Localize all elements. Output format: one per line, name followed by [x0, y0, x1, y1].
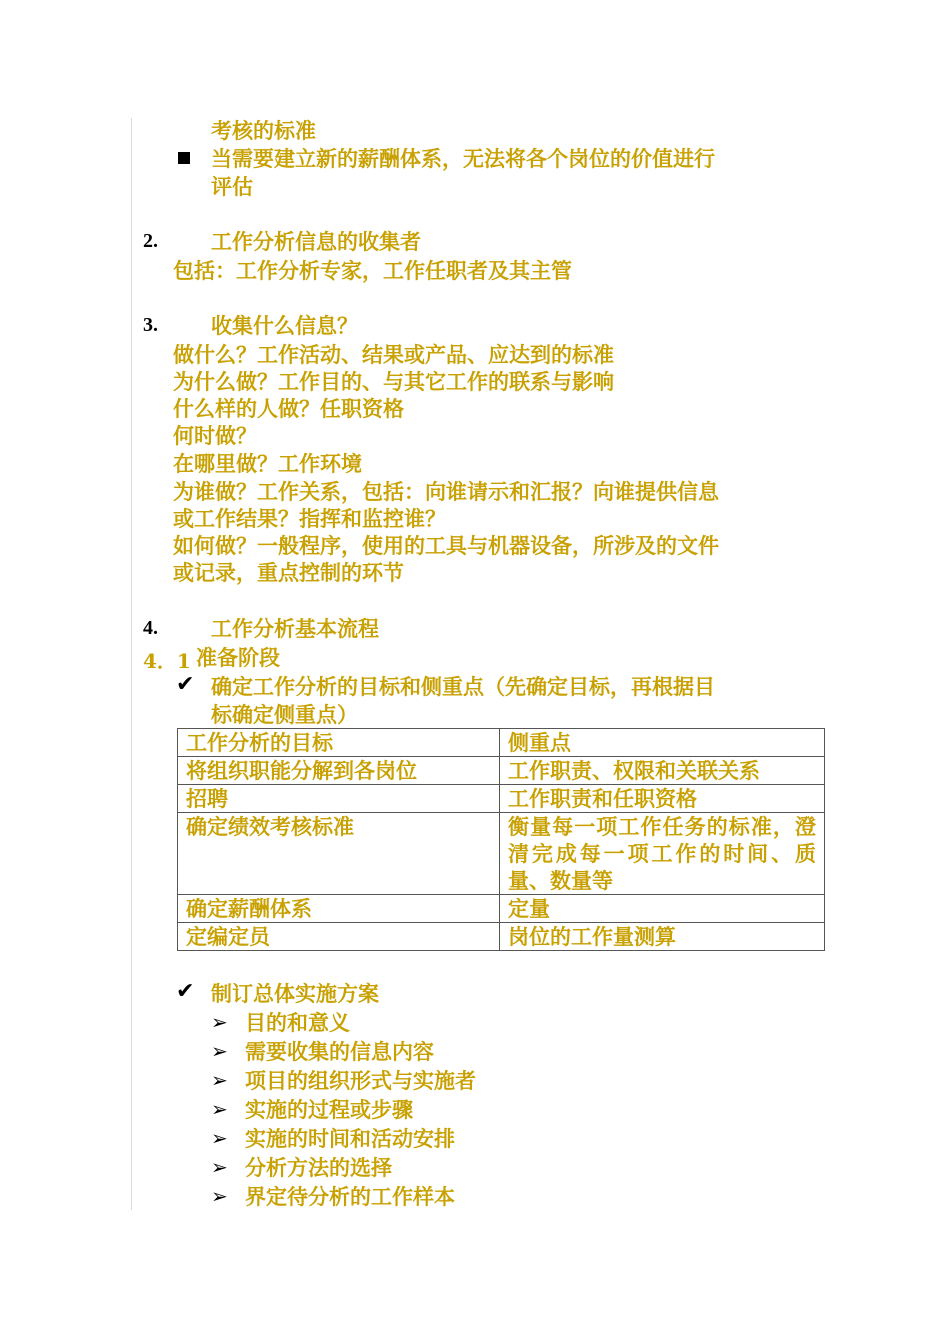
text-line: 为谁做？工作关系，包括：向谁请示和汇报？向谁提供信息 — [173, 479, 719, 504]
section-number: 3. — [143, 314, 158, 336]
arrow-bullet-icon: ➢ — [211, 1097, 228, 1121]
table-row — [178, 785, 825, 813]
arrow-bullet-icon: ➢ — [211, 1010, 228, 1034]
subsection-title: 准备阶段 — [196, 645, 280, 670]
text-line: 制订总体实施方案 — [211, 981, 379, 1006]
list-item: 需要收集的信息内容 — [245, 1039, 434, 1064]
arrow-bullet-icon: ➢ — [211, 1155, 228, 1179]
text-line: 什么样的人做？任职资格 — [173, 396, 404, 421]
table-cell: 工作职责和任职资格 — [500, 785, 825, 813]
square-bullet-icon — [178, 152, 190, 164]
checkmark-bullet-icon: ✔ — [176, 979, 195, 1004]
page-margin-line — [131, 118, 132, 1210]
text-line: 考核的标准 — [211, 118, 316, 143]
text-line: 或工作结果？指挥和监控谁？ — [173, 506, 446, 531]
goals-table — [177, 728, 825, 951]
text-line: 何时做？ — [173, 423, 257, 448]
table-row — [178, 923, 825, 951]
text-line: 如何做？一般程序，使用的工具与机器设备，所涉及的文件 — [173, 533, 719, 558]
table-header-cell: 工作分析的目标 — [178, 729, 500, 757]
section-title: 工作分析基本流程 — [211, 616, 379, 641]
text-line: 在哪里做？工作环境 — [173, 451, 362, 476]
section-title: 工作分析信息的收集者 — [211, 229, 421, 254]
text-line: 为什么做？工作目的、与其它工作的联系与影响 — [173, 369, 614, 394]
table-cell: 定量 — [500, 895, 825, 923]
list-item: 实施的时间和活动安排 — [245, 1126, 455, 1151]
text-line: 确定工作分析的目标和侧重点（先确定目标，再根据目 — [211, 674, 715, 699]
arrow-bullet-icon: ➢ — [211, 1039, 228, 1063]
table-cell: 招聘 — [178, 785, 500, 813]
arrow-bullet-icon: ➢ — [211, 1184, 228, 1208]
text-line: 或记录，重点控制的环节 — [173, 560, 404, 585]
text-line: 包括：工作分析专家，工作任职者及其主管 — [173, 258, 572, 283]
table-cell: 衡量每一项工作任务的标准，澄清完成每一项工作的时间、质量、数量等 — [500, 813, 825, 895]
list-item: 目的和意义 — [245, 1010, 350, 1035]
checkmark-bullet-icon: ✔ — [176, 672, 195, 697]
section-title: 收集什么信息？ — [211, 313, 358, 338]
section-number: 4. — [143, 617, 158, 639]
list-item: 实施的过程或步骤 — [245, 1097, 413, 1122]
text-line: 做什么？工作活动、结果或产品、应达到的标准 — [173, 342, 614, 367]
table-cell: 将组织职能分解到各岗位 — [178, 757, 500, 785]
text-line: 当需要建立新的薪酬体系，无法将各个岗位的价值进行 — [211, 146, 715, 171]
list-item: 项目的组织形式与实施者 — [245, 1068, 476, 1093]
table-cell: 确定薪酬体系 — [178, 895, 500, 923]
text-line: 评估 — [211, 174, 253, 199]
table-row — [178, 757, 825, 785]
list-item: 界定待分析的工作样本 — [245, 1184, 455, 1209]
subsection-number: 4．1 — [143, 649, 191, 673]
table-cell: 岗位的工作量测算 — [500, 923, 825, 951]
text-line: 标确定侧重点） — [211, 702, 358, 727]
table-cell: 工作职责、权限和关联关系 — [500, 757, 825, 785]
arrow-bullet-icon: ➢ — [211, 1126, 228, 1150]
table-header-cell: 侧重点 — [500, 729, 825, 757]
table-row — [178, 813, 825, 895]
table-cell: 确定绩效考核标准 — [178, 813, 500, 895]
list-item: 分析方法的选择 — [245, 1155, 392, 1180]
table-cell: 定编定员 — [178, 923, 500, 951]
section-number: 2. — [143, 230, 158, 252]
table-header-row — [178, 729, 825, 757]
table-row — [178, 895, 825, 923]
arrow-bullet-icon: ➢ — [211, 1068, 228, 1092]
